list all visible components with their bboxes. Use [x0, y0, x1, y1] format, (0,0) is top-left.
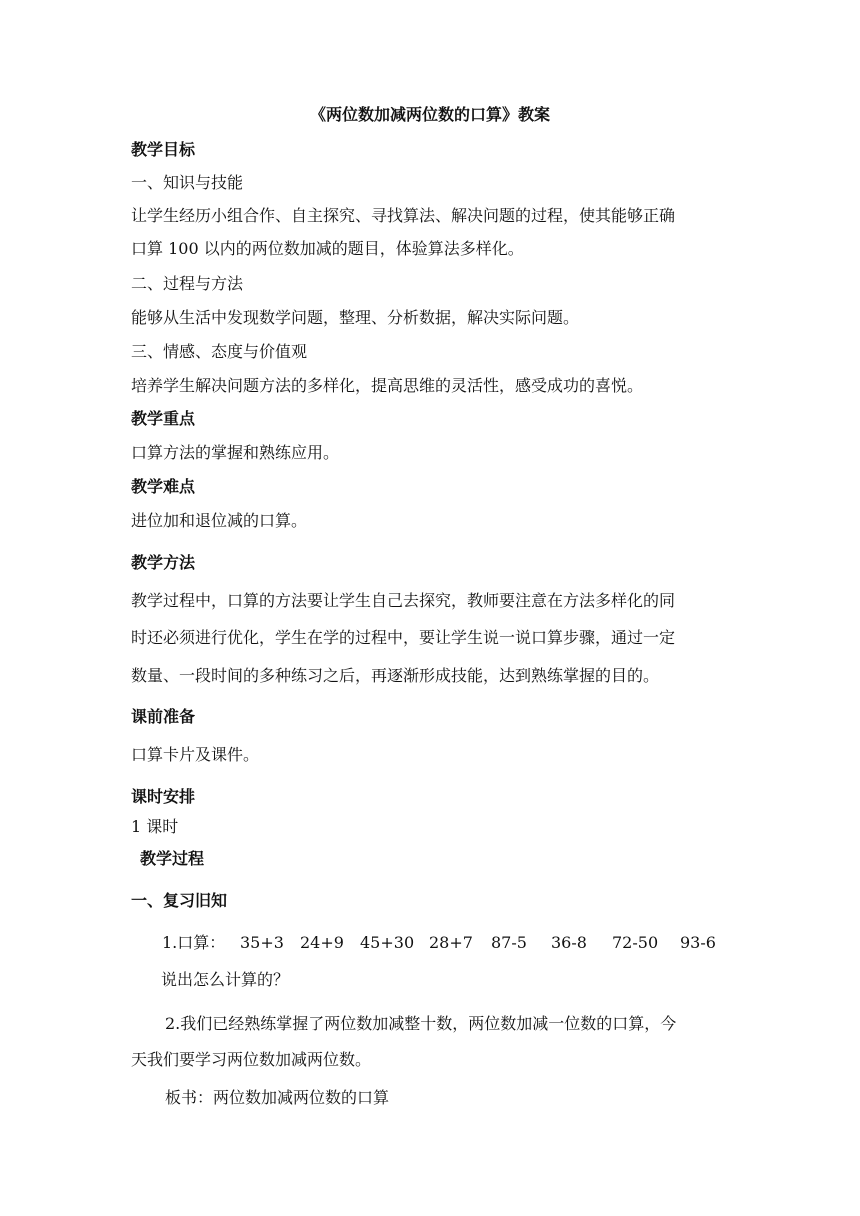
intro-text-line2: 天我们要学习两位数加减两位数。 — [131, 1050, 372, 1069]
oral-item: 28+7 — [429, 933, 473, 952]
oral-item: 72-50 — [612, 933, 659, 952]
section1-text-line2: 口算 100 以内的两位数加减的题目，体验算法多样化。 — [131, 239, 524, 258]
method-text-line3: 数量、一段时间的多种练习之后，再逐渐形成技能，达到熟练掌握的目的。 — [131, 666, 660, 685]
difficulty-heading: 教学难点 — [131, 477, 196, 496]
oral-item: 35+3 — [240, 933, 284, 952]
section2-text: 能够从生活中发现数学问题，整理、分析数据，解决实际问题。 — [131, 308, 580, 327]
oral-item: 36-8 — [551, 933, 587, 952]
oral-item: 24+9 — [300, 933, 344, 952]
prep-text: 口算卡片及课件。 — [131, 745, 260, 764]
difficulty-text: 进位加和退位减的口算。 — [131, 511, 308, 530]
board-text: 板书：两位数加减两位数的口算 — [165, 1088, 390, 1107]
method-text-line2: 时还必须进行优化，学生在学的过程中，要让学生说一说口算步骤，通过一定 — [131, 628, 676, 647]
schedule-text: 1 课时 — [131, 817, 179, 836]
oral-item: 93-6 — [680, 933, 716, 952]
method-text-line1: 教学过程中，口算的方法要让学生自己去探究，教师要注意在方法多样化的同 — [131, 591, 676, 610]
section1-heading: 一、知识与技能 — [131, 173, 244, 192]
oral-question: 说出怎么计算的？ — [161, 970, 290, 989]
oral-label: 1.口算： — [162, 933, 226, 952]
document-title: 《两位数加减两位数的口算》教案 — [309, 105, 550, 124]
oral-item: 87-5 — [491, 933, 527, 952]
prep-heading: 课前准备 — [131, 707, 196, 726]
method-heading: 教学方法 — [131, 553, 196, 572]
process-heading: 教学过程 — [140, 849, 205, 868]
section3-text: 培养学生解决问题方法的多样化，提高思维的灵活性，感受成功的喜悦。 — [131, 376, 644, 395]
schedule-heading: 课时安排 — [131, 787, 196, 806]
goals-heading: 教学目标 — [131, 140, 196, 159]
key-heading: 教学重点 — [131, 409, 196, 428]
review-heading: 一、复习旧知 — [131, 891, 228, 910]
intro-text-line1: 2.我们已经熟练掌握了两位数加减整十数，两位数加减一位数的口算，今 — [165, 1014, 677, 1033]
section1-text-line1: 让学生经历小组合作、自主探究、寻找算法、解决问题的过程，使其能够正确 — [131, 206, 676, 225]
key-text: 口算方法的掌握和熟练应用。 — [131, 443, 340, 462]
oral-item: 45+30 — [360, 933, 415, 952]
section3-heading: 三、情感、态度与价值观 — [131, 342, 308, 361]
section2-heading: 二、过程与方法 — [131, 274, 244, 293]
